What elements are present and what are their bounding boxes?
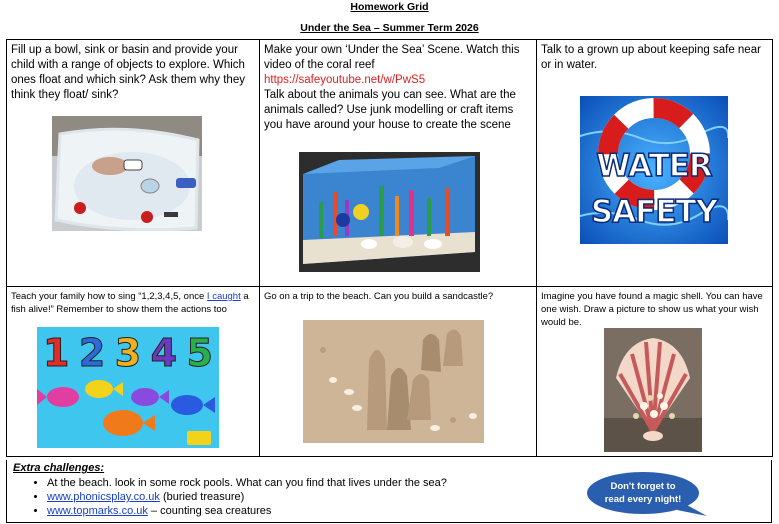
cell-beach-sandcastle: [260, 287, 537, 457]
float-sink-photo: [52, 116, 202, 231]
list-item: [47, 504, 447, 518]
water-word: WATER: [596, 148, 712, 184]
homework-grid: [6, 39, 773, 457]
number-1: 1: [43, 331, 70, 375]
phonicsplay-note: (buried treasure): [159, 491, 245, 503]
extra-challenges-list: [17, 476, 447, 518]
page-title: Homework Grid: [350, 1, 429, 13]
water-safety-lifebuoy-image: [580, 96, 728, 244]
bubble-line-2: read every night!: [604, 494, 682, 505]
cell-under-sea-scene: [260, 40, 537, 287]
scene-intro-text: Make your own ‘Under the Sea’ Scene. Watch this video of the coral reef: [264, 44, 520, 71]
safety-word: SAFETY: [590, 194, 718, 230]
topmarks-link[interactable]: www.topmarks.co.uk: [47, 505, 148, 517]
rock-pools-text: At the beach. look in some rock pools. What can you find that lives under the sea?: [47, 477, 447, 489]
list-item: [47, 490, 447, 504]
list-item: [47, 476, 447, 490]
bubble-line-1: Don't forget to: [610, 481, 676, 492]
float-sink-text: Fill up a bowl, sink or basin and provide your child with a range of objects to explore. Which ones float and which sink? Ask them why they think they float/ sink?: [11, 44, 245, 101]
phonicsplay-link[interactable]: www.phonicsplay.co.uk: [47, 491, 160, 503]
cell-water-safety: [537, 40, 773, 287]
cell-counting-song: [7, 287, 260, 457]
scene-instructions-text: Talk about the animals you can see. What are the animals called? Use junk modelling or craft items you have around your house to create the scene: [264, 89, 516, 131]
topmarks-note: – counting sea creatures: [147, 505, 272, 517]
page-subtitle: Under the Sea – Summer Term 2026: [300, 22, 479, 34]
cell-magic-shell: [537, 287, 773, 457]
song-link[interactable]: I caught: [206, 291, 241, 302]
number-4: 4: [150, 331, 178, 375]
coral-reef-scene-photo: [299, 152, 480, 272]
water-safety-text: Talk to a grown up about keeping safe near or in water.: [541, 44, 761, 71]
coral-reef-video-link[interactable]: https://safeyoutube.net/w/PwS5: [264, 74, 426, 86]
song-text-a: Teach your family how to sing “1,2,3,4,5, once: [11, 291, 207, 302]
number-fish-image: [37, 327, 219, 448]
magic-shell-text: Imagine you have found a magic shell. You can have one wish. Draw a picture to show us what your wish would be.: [541, 291, 763, 328]
magic-shell-photo: [604, 328, 702, 452]
sandcastle-photo: [303, 320, 484, 443]
number-2: 2: [78, 331, 106, 375]
reading-reminder-bubble: [585, 470, 707, 517]
number-3: 3: [114, 331, 142, 375]
number-5: 5: [186, 331, 213, 375]
extra-challenges-title: Extra challenges:: [13, 462, 105, 474]
song-text-b: a fish alive!” Remember to show them the actions too: [11, 291, 249, 315]
cell-float-sink: [7, 40, 260, 287]
beach-text: Go on a trip to the beach. Can you build a sandcastle?: [264, 291, 494, 302]
